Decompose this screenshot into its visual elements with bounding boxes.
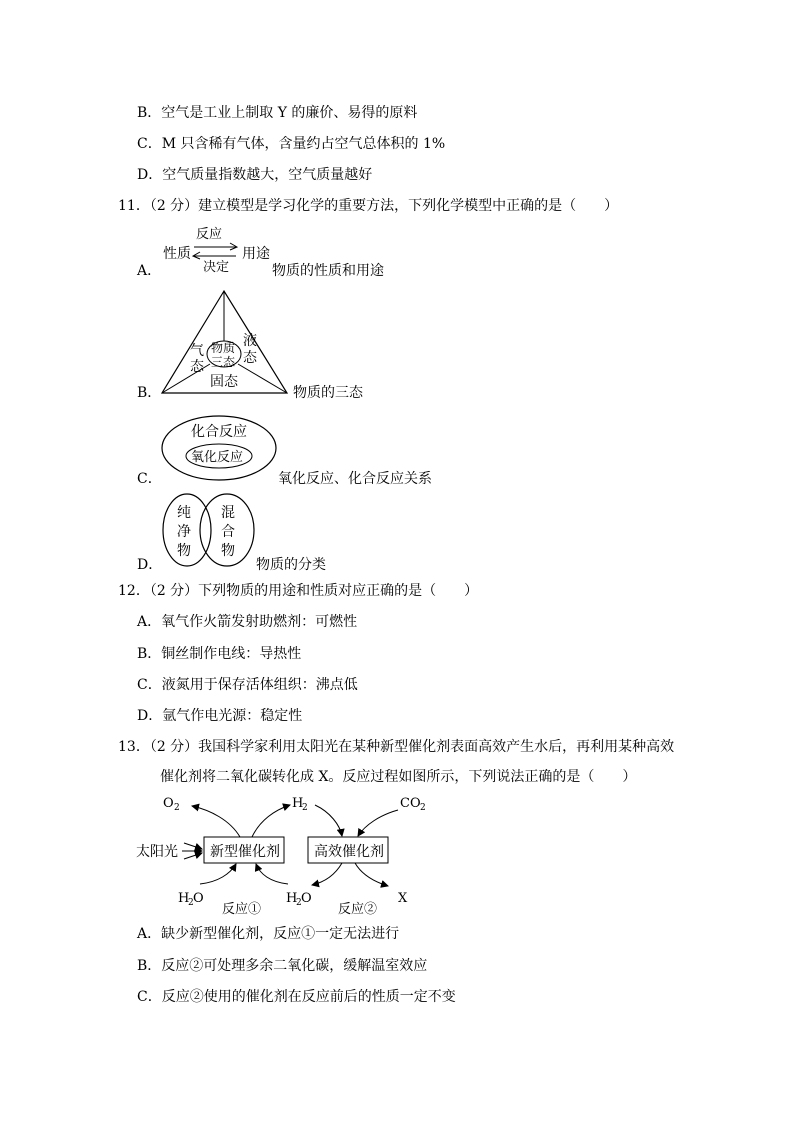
use-label: 用途 [242, 246, 270, 262]
q10-option-c: C．M 只含稀有气体，含量约占空气总体积的 1% [137, 136, 446, 152]
mixture-label-3: 物 [221, 543, 235, 559]
x-out-arrow [355, 863, 388, 886]
center-label-2: 三态 [211, 355, 236, 369]
three-states-diagram [155, 286, 295, 401]
gas-label-1: 气 [190, 343, 204, 359]
pure-label-1: 纯 [177, 505, 191, 521]
h2-out-arrow [252, 805, 290, 837]
h2o-mid-label-o: O [301, 891, 312, 906]
o2-subscript: 2 [174, 803, 180, 813]
liquid-label-1: 液 [243, 333, 257, 349]
reaction-process-diagram [130, 790, 430, 915]
mixture-label-2: 合 [221, 524, 235, 540]
property-use-diagram [160, 222, 280, 274]
h2-top-label: H [292, 796, 304, 811]
q11-stem: 11．（2 分）建立模型是学习化学的重要方法，下列化学模型中正确的是（ ） [118, 198, 619, 214]
q13-option-a: A．缺少新型催化剂，反应①一定无法进行 [137, 926, 400, 942]
q11-option-d-letter: D． [137, 557, 163, 573]
q12-stem: 12．（2 分）下列物质的用途和性质对应正确的是（ ） [118, 583, 479, 599]
h2o-mid-subscript: 2 [296, 898, 302, 908]
q10-option-d: D．空气质量指数越大，空气质量越好 [137, 167, 373, 183]
combination-reaction-label: 化合反应 [191, 424, 247, 440]
sunlight-ray-lower [184, 853, 202, 859]
o2-label: O [163, 796, 174, 811]
new-catalyst-label: 新型催化剂 [210, 844, 280, 860]
reaction-2-label: 反应② [338, 902, 378, 917]
q12-option-d: D．氩气作电光源：稳定性 [137, 708, 303, 724]
liquid-label-2: 态 [243, 350, 257, 366]
q11-option-a-caption: 物质的性质和用途 [272, 263, 384, 279]
co2-in-arrow [358, 810, 398, 836]
q11-option-c-letter: C． [137, 471, 162, 487]
q11-option-d-caption: 物质的分类 [256, 557, 326, 573]
h2o-out-arrow [312, 863, 342, 885]
gas-label-2: 态 [190, 359, 204, 375]
o2-out-arrow [192, 806, 240, 837]
co2-label: CO [400, 796, 421, 811]
q12-option-c: C．液氮用于保存活体组织：沸点低 [137, 677, 358, 693]
q11-option-a-letter: A． [137, 263, 162, 279]
reaction-label: 反应 [196, 227, 223, 242]
h2o-in-arrow-2 [256, 864, 288, 884]
reaction-1-label: 反应① [222, 902, 262, 917]
q13-option-c: C．反应②使用的催化剂在反应前后的性质一定不变 [137, 989, 456, 1005]
q12-option-b: B．铜丝制作电线：导热性 [137, 646, 302, 662]
h2o-left-label-o: O [193, 891, 204, 906]
triangle-line-right [238, 364, 287, 393]
h2-in-arrow [315, 805, 342, 836]
center-label-1: 物质 [211, 341, 236, 355]
q13-stem-line2: 催化剂将二氧化碳转化成 X。反应过程如图所示，下列说法正确的是（ ） [160, 769, 637, 785]
q13-option-b: B．反应②可处理多余二氧化碳，缓解温室效应 [137, 958, 428, 974]
h2o-in-arrow-1 [200, 864, 236, 884]
q11-option-b-letter: B． [137, 385, 162, 401]
h2-top-subscript: 2 [302, 803, 308, 813]
q12-option-a: A．氧气作火箭发射助燃剂：可燃性 [137, 614, 358, 630]
q11-option-c-caption: 氧化反应、化合反应关系 [278, 471, 432, 487]
solid-label: 固态 [210, 374, 238, 390]
sunlight-label: 太阳光 [136, 844, 178, 860]
property-label: 性质 [163, 246, 191, 262]
q10-option-b: B．空气是工业上制取 Y 的廉价、易得的原料 [137, 105, 418, 121]
h2o-left-subscript: 2 [188, 898, 194, 908]
matter-classification-diagram [160, 492, 260, 570]
h2o-left-label-h: H [178, 891, 190, 906]
decide-label: 决定 [203, 260, 230, 275]
h2o-mid-label-h: H [286, 891, 298, 906]
x-product-label: X [398, 891, 408, 906]
efficient-catalyst-label: 高效催化剂 [314, 844, 384, 860]
co2-subscript: 2 [420, 803, 426, 813]
mixture-label-1: 混 [221, 505, 235, 521]
q13-stem-line1: 13．（2 分）我国科学家利用太阳光在某种新型催化剂表面高效产生水后，再利用某种高效 [118, 739, 675, 755]
pure-label-3: 物 [177, 543, 191, 559]
sunlight-ray-upper [184, 843, 202, 849]
q11-option-b-caption: 物质的三态 [293, 385, 363, 401]
pure-label-2: 净 [177, 524, 191, 540]
reaction-relation-diagram [160, 412, 282, 484]
oxidation-reaction-label: 氧化反应 [191, 450, 244, 465]
